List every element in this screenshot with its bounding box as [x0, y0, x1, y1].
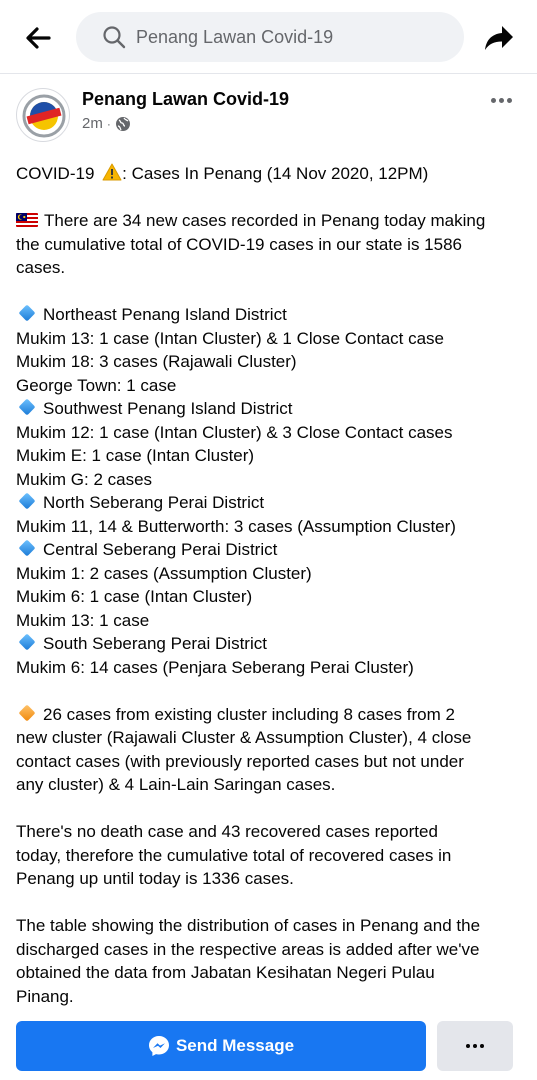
send-message-label: Send Message	[175, 1036, 295, 1055]
orange-diamond-icon	[19, 704, 36, 721]
district-heading	[16, 303, 521, 327]
more-dot-icon	[499, 98, 504, 103]
text-line: Mukim 11, 14 & Butterworth: 3 cases (Assumption Cluster)	[16, 516, 456, 536]
district-heading	[16, 632, 521, 656]
text-line: new cluster (Rajawali Cluster & Assumption Cluster), 4 close	[16, 728, 472, 747]
meta-separator: ·	[106, 116, 111, 131]
district-heading	[16, 397, 521, 421]
text-line: discharged cases in the respective areas is added after we've	[16, 939, 480, 959]
more-dot-icon	[466, 1044, 470, 1048]
paragraph-gap	[16, 186, 521, 210]
search-bar[interactable]	[76, 12, 464, 62]
text-line: contact cases (with previously reported cases but not under	[16, 751, 464, 771]
send-message-button[interactable]	[16, 1021, 426, 1071]
blue-diamond-icon	[19, 634, 36, 651]
text-segment: : Cases In Penang (14 Nov 2020, 12PM)	[122, 164, 429, 183]
post-text	[16, 162, 521, 1008]
text-line: Mukim 12: 1 case (Intan Cluster) & 3 Close Contact cases	[16, 422, 453, 442]
text-segment: South Seberang Perai District	[43, 634, 267, 653]
page-logo-icon	[17, 89, 70, 142]
text-line: Penang up until today is 1336 cases.	[16, 869, 294, 888]
warning-icon	[102, 163, 122, 181]
page-name[interactable]: Penang Lawan Covid-19	[82, 89, 290, 109]
text-line: obtained the data from Jabatan Kesihatan Negeri Pulau	[16, 963, 435, 982]
text-line: Mukim E: 1 case (Intan Cluster)	[16, 446, 255, 465]
post-title-line	[16, 162, 521, 186]
search-input[interactable]	[136, 27, 436, 48]
text-line	[16, 703, 521, 727]
top-bar	[0, 0, 537, 74]
paragraph-gap	[16, 797, 521, 821]
text-line: Mukim 1: 2 cases (Assumption Cluster)	[16, 563, 312, 583]
paragraph-gap	[16, 891, 521, 915]
district-heading	[16, 538, 521, 562]
more-dot-icon	[473, 1044, 477, 1048]
post-time[interactable]: 2m	[82, 115, 103, 132]
page-avatar[interactable]	[16, 88, 70, 142]
text-line: Pinang.	[16, 986, 74, 1006]
text-line: Mukim 13: 1 case (Intan Cluster) & 1 Close Contact case	[16, 328, 445, 348]
district-heading	[16, 491, 521, 515]
text-segment: Central Seberang Perai District	[43, 540, 278, 559]
share-button[interactable]	[482, 22, 516, 54]
search-icon	[102, 25, 126, 49]
post-options-button[interactable]	[484, 88, 518, 112]
text-segment: Northeast Penang Island District	[43, 305, 287, 324]
text-line: any cluster) & 4 Lain-Lain Saringan cases.	[16, 775, 336, 794]
share-icon	[484, 25, 514, 51]
paragraph-gap	[16, 679, 521, 703]
text-line: today, therefore the cumulative total of recovered cases in	[16, 845, 452, 865]
text-segment: Southwest Penang Island District	[43, 399, 293, 418]
text-line	[16, 209, 521, 233]
malaysia-flag-icon	[16, 213, 38, 227]
more-dot-icon	[491, 98, 496, 103]
text-line: the cumulative total of COVID-19 cases in our state is 1586	[16, 234, 463, 254]
globe-icon	[115, 116, 131, 132]
text-line: Mukim 6: 1 case (Intan Cluster)	[16, 587, 253, 606]
blue-diamond-icon	[19, 305, 36, 322]
text-line: Mukim G: 2 cases	[16, 469, 153, 489]
blue-diamond-icon	[19, 540, 36, 557]
text-segment: There are 34 new cases recorded in Penang today making	[44, 211, 486, 230]
back-button[interactable]	[22, 22, 54, 54]
blue-diamond-icon	[19, 493, 36, 510]
blue-diamond-icon	[19, 399, 36, 416]
post-header	[0, 74, 537, 154]
post-actions	[0, 1016, 537, 1080]
back-arrow-icon	[25, 27, 51, 49]
more-actions-button[interactable]	[437, 1021, 513, 1071]
text-line: George Town: 1 case	[16, 375, 177, 395]
text-line: Mukim 6: 14 cases (Penjara Seberang Perai Cluster)	[16, 657, 414, 677]
text-line: cases.	[16, 258, 66, 277]
text-segment: North Seberang Perai District	[43, 493, 265, 512]
text-line: Mukim 18: 3 cases (Rajawali Cluster)	[16, 352, 297, 371]
text-line: There's no death case and 43 recovered cases reported	[16, 822, 438, 841]
post-meta	[82, 115, 131, 132]
text-segment: 26 cases from existing cluster including 8 cases from 2	[43, 704, 455, 724]
messenger-icon	[148, 1035, 170, 1057]
paragraph-gap	[16, 280, 521, 304]
text-line: Mukim 13: 1 case	[16, 610, 150, 630]
text-segment: COVID-19	[16, 164, 95, 183]
more-dot-icon	[480, 1044, 484, 1048]
text-line: The table showing the distribution of cases in Penang and the	[16, 916, 481, 935]
more-dot-icon	[507, 98, 512, 103]
